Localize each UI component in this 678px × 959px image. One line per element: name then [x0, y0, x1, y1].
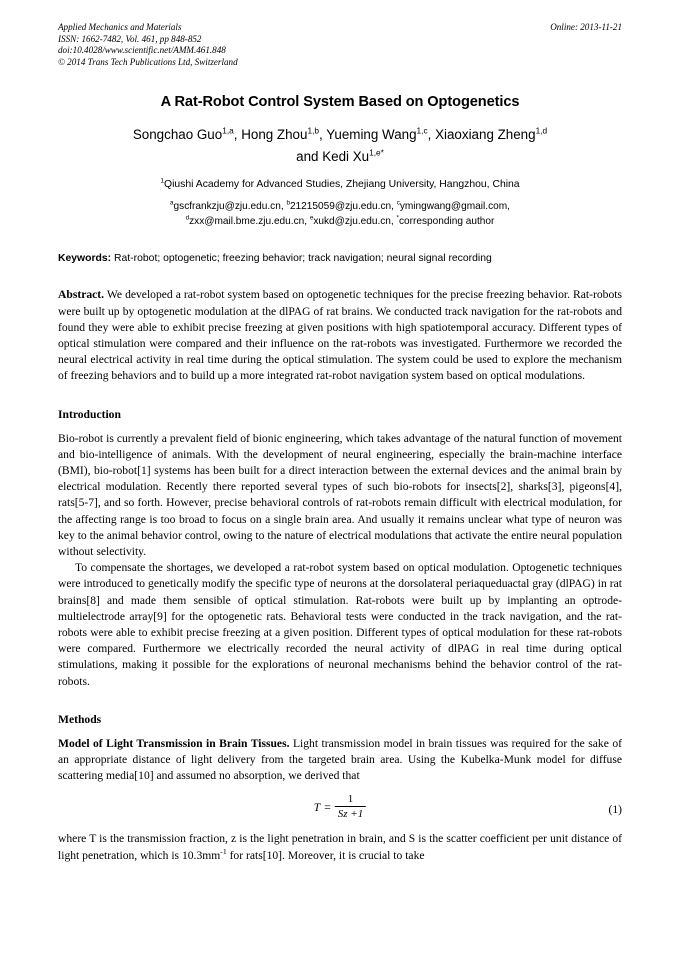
email-line-2 — [58, 215, 622, 230]
equation-row — [58, 791, 622, 831]
methods-paragraph-2-post: for rats[10]. Moreover, it is crucial to take — [226, 848, 425, 862]
page-title: A Rat-Robot Control System Based on Optogenetics — [160, 94, 520, 111]
email-address: ymingwang@gmail.com, — [399, 201, 510, 213]
equation-transmission — [314, 793, 366, 821]
author-name: Songchao Guo — [132, 127, 223, 143]
author-name: Yueming Wang — [326, 127, 417, 143]
journal-doi-line: doi:10.4028/www.scientific.net/AMM.461.848 — [58, 45, 226, 56]
author-separator: , — [427, 127, 436, 143]
author-affiliation-marker: 1,e* — [369, 147, 384, 158]
affiliation-line — [58, 178, 622, 192]
email-marker: e — [309, 214, 314, 222]
author-name: Xiaoxiang Zheng — [435, 127, 536, 143]
author-affiliation-marker: 1,c — [416, 125, 428, 136]
equation-lhs: T — [313, 800, 321, 814]
equation-number: (1) — [608, 803, 622, 817]
section-heading-methods: Methods — [58, 712, 102, 726]
journal-copyright-line: © 2014 Trans Tech Publications Ltd, Switzerland — [58, 56, 238, 67]
abstract-body: We developed a rat-robot system based on optogenetic techniques for the precise freezing behavior. Rat-robots were built up by optogenetic modulation at the dlPAG of rat brains. We conducted track navigation for the rat-robots and found they were able to exhibit precise freezing at given positions with high spatiotemporal accuracy. Different types of optical stimulation were compared and their influence on the rat-robots was investigated. Furthermore we recorded the neural electrical activity in real time during the optical stimulation. The system could be used to explore the mechanism of freezing behaviors and to build up a more integrated rat-robot navigation system based on optical modulations. — [58, 288, 622, 383]
affiliation-marker: 1 — [160, 177, 164, 185]
author-name: Hong Zhou — [241, 127, 308, 143]
author-affiliation-marker: 1,a — [222, 125, 234, 136]
author-affiliation-marker: 1,d — [535, 125, 548, 136]
introduction-paragraph-1: Bio-robot is currently a prevalent field of bionic engineering, which takes advantage of the natural function of movement and bio-intelligence of animals. With the development of neural engineering, especially the brain-machine interface (BMI), bio-robot[1] systems has been built for a direct interaction between the external devices and the animal brain by electrical modulation. Recently there reported several types of such bio-robots for insects[2], sharks[3], pigeons[4], rats[5-7], and so forth. However, precise behavioral controls of rat-robots remain difficult with electrical modulation, for the affecting range is too broad to focus on a single brain area. And usually it remains unclear what type of neuron was key to the animal behavior control, owing to the nature of electrical modulations that activate the entire neural population without selectivity. — [58, 431, 622, 559]
journal-issn-line: ISSN: 1662-7482, Vol. 461, pp 848-852 — [58, 33, 202, 44]
equation-fraction — [335, 793, 366, 821]
introduction-paragraph-2: To compensate the shortages, we developed a rat-robot system based on optical modulation. Optogenetic techniques were introduced to genetically modify the specific type of neurons at the dorsolateral periaqueduactal gray (dlPAG) in rat brains[8] and made them sensible of optical stimulation. Rat-robots were built up by implanting an optrode-multielectrode array[9] for the optogenetic rats. Behavioral tests were conducted in the track navigation, and the rat-robots were able to exhibit precise freezing at a given position. Different types of optical modulation for these rat-robots were compared. Furthermore we electrically recorded the neural activity of dlPAG in real time during optical stimulations, making it possible for the explorations of neuronal mechanisms behind the behavior control of the rat-robots. — [58, 561, 622, 688]
section-heading-introduction: Introduction — [58, 407, 121, 421]
email-marker: c — [396, 200, 400, 208]
methods-paragraph-1 — [58, 736, 622, 785]
equation-operator: = — [324, 800, 331, 814]
author-entry — [435, 127, 547, 142]
author-line-2 — [58, 146, 622, 168]
author-name: Kedi Xu — [322, 149, 370, 165]
author-entry — [326, 127, 435, 142]
keywords-label: Keywords: — [58, 253, 112, 265]
author-entry — [241, 127, 326, 142]
online-date: Online: 2013-11-21 — [550, 22, 622, 32]
email-address: xukd@zju.edu.cn, — [313, 215, 397, 227]
email-line-1 — [58, 200, 622, 215]
email-marker: a — [170, 200, 174, 208]
methods-paragraph-1-text: Light transmission model in brain tissues was required for the sake of an appropriate distance of light delivery from the targeted brain area. Using the Kubelka-Munk model for diffuse scattering media[10] and assumed no absorption, we derived that — [58, 736, 622, 783]
keywords-value: Rat-robot; optogenetic; freezing behavior; track navigation; neural signal recording — [111, 253, 492, 265]
email-marker: d — [185, 214, 190, 222]
email-address: gscfrankzju@zju.edu.cn, — [173, 201, 287, 213]
methods-subheading: Model of Light Transmission in Brain Tissues. — [58, 736, 290, 750]
author-emails — [58, 200, 622, 229]
methods-paragraph-2-pre: where T is the transmission fraction, z is the light penetration in brain, and S is the scatter coefficient per unit distance of light penetration, which is 10.3mm — [58, 832, 622, 862]
author-list — [58, 124, 622, 168]
equation-denominator: Sz +1 — [335, 806, 366, 821]
email-marker: b — [286, 200, 290, 208]
email-address: zxx@mail.bme.zju.edu.cn, — [189, 215, 310, 227]
journal-masthead — [58, 22, 622, 68]
affiliation-text: Qiushi Academy for Advanced Studies, Zhejiang University, Hangzhou, China — [164, 179, 520, 191]
journal-name: Applied Mechanics and Materials — [58, 22, 182, 32]
corresponding-author-note: corresponding author — [398, 215, 495, 227]
email-address: 21215059@zju.edu.cn, — [289, 201, 397, 213]
author-line-1 — [58, 124, 622, 146]
author-affiliation-marker: 1,b — [307, 125, 320, 136]
author-separator: , — [233, 127, 242, 143]
keywords-block — [58, 252, 622, 266]
equation-numerator: 1 — [347, 793, 354, 806]
abstract-label: Abstract. — [58, 288, 105, 302]
abstract-block — [58, 287, 622, 384]
corresponding-author-marker: * — [396, 214, 399, 222]
author-separator: , — [319, 127, 327, 143]
scatter-coefficient-exponent: -1 — [220, 846, 227, 856]
methods-paragraph-2 — [58, 831, 622, 863]
author-entry — [133, 127, 241, 142]
author-conjunction: and — [296, 149, 323, 165]
